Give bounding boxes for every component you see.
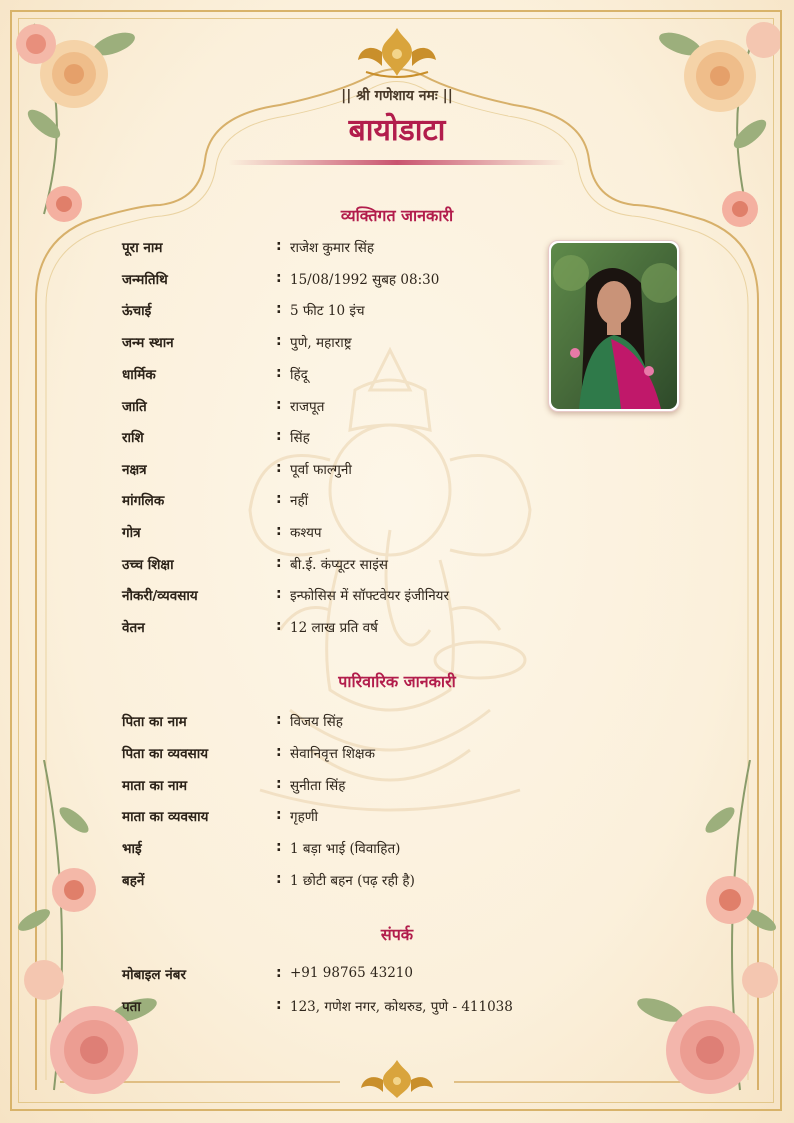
field-label: पिता का नाम — [122, 714, 187, 730]
colon-separator: : — [276, 712, 282, 728]
field-value: कश्यप — [290, 525, 322, 541]
field-label: जाति — [122, 399, 147, 415]
field-label: भाई — [122, 841, 142, 857]
colon-separator: : — [276, 965, 282, 981]
field-value: राजेश कुमार सिंह — [290, 240, 375, 256]
field-value: 12 लाख प्रति वर्ष — [290, 620, 378, 636]
field-label: पता — [122, 999, 141, 1015]
colon-separator: : — [276, 744, 282, 760]
colon-separator: : — [276, 997, 282, 1013]
field-value: हिंदू — [290, 367, 308, 383]
field-label: वेतन — [122, 620, 145, 636]
title-divider — [228, 160, 566, 165]
field-label: नौकरी/व्यवसाय — [122, 588, 198, 604]
profile-photo — [548, 240, 680, 412]
field-label: माता का व्यवसाय — [122, 809, 209, 825]
colon-separator: : — [276, 238, 282, 254]
field-label: धार्मिक — [122, 367, 156, 383]
info-row — [122, 333, 542, 353]
info-row — [122, 397, 542, 417]
field-label: नक्षत्र — [122, 462, 147, 478]
info-row — [122, 238, 542, 258]
field-value: सिंह — [290, 430, 310, 446]
field-value: 123, गणेश नगर, कोथरुड, पुणे - 411038 — [290, 999, 513, 1015]
colon-separator: : — [276, 365, 282, 381]
field-label: जन्म स्थान — [122, 335, 174, 351]
info-row — [122, 491, 542, 511]
section-heading-contact: संपर्क — [380, 925, 414, 944]
colon-separator: : — [276, 523, 282, 539]
info-row — [122, 871, 542, 891]
info-row — [122, 839, 542, 859]
info-row — [122, 744, 542, 764]
field-value: 15/08/1992 सुबह 08:30 — [290, 272, 440, 288]
field-label: गोत्र — [122, 525, 141, 541]
colon-separator: : — [276, 586, 282, 602]
field-value: पुणे, महाराष्ट्र — [290, 335, 352, 351]
field-value: विजय सिंह — [290, 714, 343, 730]
field-value: पूर्वा फाल्गुनी — [290, 462, 352, 478]
info-row — [122, 460, 542, 480]
colon-separator: : — [276, 871, 282, 887]
info-row — [122, 807, 542, 827]
bottom-ornament-icon — [357, 1056, 437, 1100]
top-ornament-icon — [352, 26, 442, 80]
colon-separator: : — [276, 807, 282, 823]
info-row — [122, 965, 542, 985]
field-label: ऊंचाई — [122, 303, 152, 319]
colon-separator: : — [276, 839, 282, 855]
field-value: राजपूत — [290, 399, 325, 415]
info-row — [122, 618, 542, 638]
field-value: बी.ई. कंप्यूटर साइंस — [290, 557, 388, 573]
field-value: इन्फोसिस में सॉफ्टवेयर इंजीनियर — [290, 588, 450, 604]
colon-separator: : — [276, 428, 282, 444]
info-row — [122, 997, 542, 1017]
field-label: उच्च शिक्षा — [122, 557, 174, 573]
field-label: पूरा नाम — [122, 240, 163, 256]
colon-separator: : — [276, 301, 282, 317]
info-row — [122, 776, 542, 796]
page-title: बायोडाटा — [348, 113, 446, 148]
field-value: 5 फीट 10 इंच — [290, 303, 365, 319]
colon-separator: : — [276, 491, 282, 507]
field-label: मोबाइल नंबर — [122, 967, 186, 983]
info-row — [122, 586, 542, 606]
field-label: जन्मतिथि — [122, 272, 168, 288]
colon-separator: : — [276, 776, 282, 792]
field-label: बहनें — [122, 873, 145, 889]
info-row — [122, 555, 542, 575]
field-label: राशि — [122, 430, 144, 446]
field-value: नहीं — [290, 493, 309, 509]
info-row — [122, 270, 542, 290]
field-value: गृहणी — [290, 809, 319, 825]
mantra-text: || श्री गणेशाय नमः || — [341, 88, 453, 104]
colon-separator: : — [276, 270, 282, 286]
colon-separator: : — [276, 618, 282, 634]
field-value: +91 98765 43210 — [290, 965, 413, 981]
colon-separator: : — [276, 460, 282, 476]
section-heading-personal: व्यक्तिगत जानकारी — [340, 206, 454, 225]
field-label: माता का नाम — [122, 778, 188, 794]
field-value: 1 बड़ा भाई (विवाहित) — [290, 841, 401, 857]
field-value: 1 छोटी बहन (पढ़ रही है) — [290, 873, 415, 889]
info-row — [122, 428, 542, 448]
field-label: पिता का व्यवसाय — [122, 746, 209, 762]
info-row — [122, 301, 542, 321]
field-label: मांगलिक — [122, 493, 165, 509]
colon-separator: : — [276, 555, 282, 571]
field-value: सेवानिवृत्त शिक्षक — [290, 746, 375, 762]
colon-separator: : — [276, 333, 282, 349]
info-row — [122, 365, 542, 385]
profile-photo-image — [551, 243, 677, 409]
info-row — [122, 523, 542, 543]
field-value: सुनीता सिंह — [290, 778, 346, 794]
colon-separator: : — [276, 397, 282, 413]
section-heading-family: पारिवारिक जानकारी — [338, 672, 456, 691]
info-row — [122, 712, 542, 732]
